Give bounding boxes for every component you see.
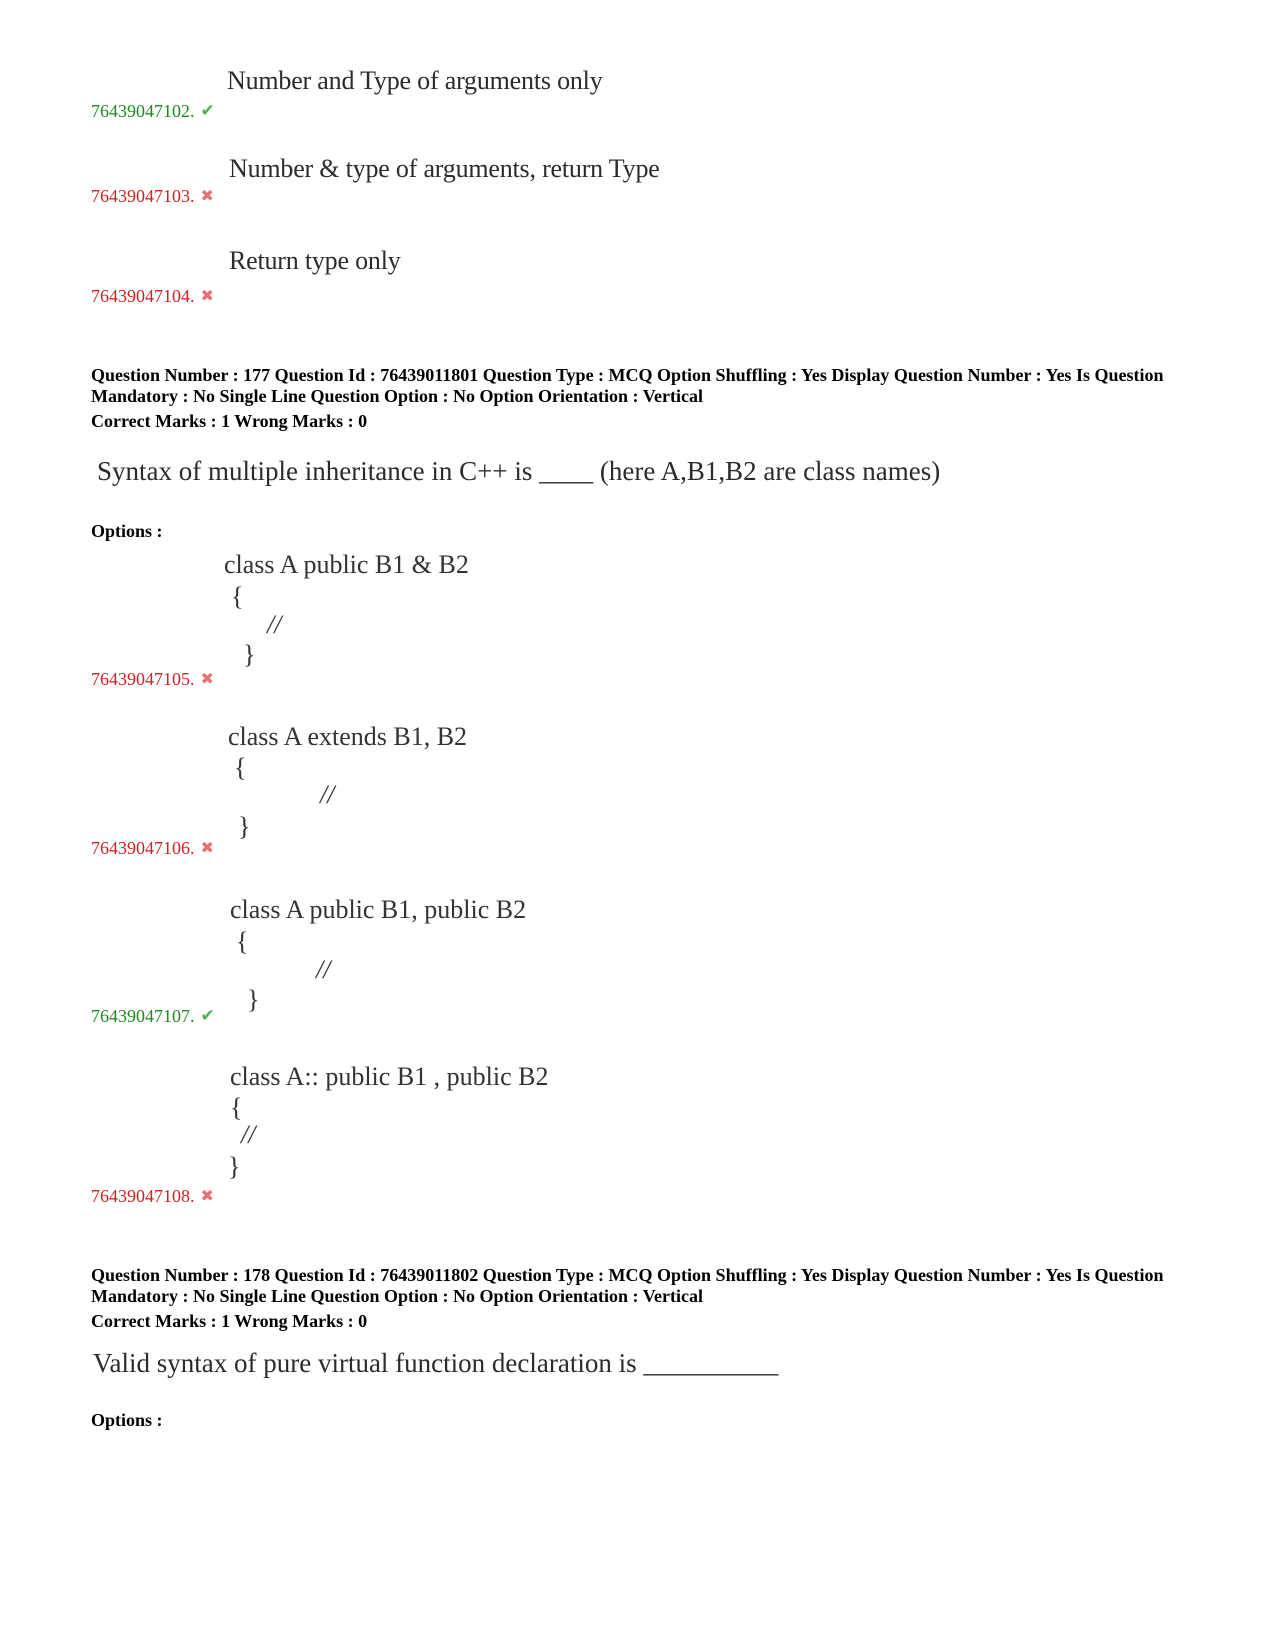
code-brace-close: } [228,1152,241,1181]
cross-icon: ✖ [200,840,214,857]
option-id: 76439047107. ✔ [91,1006,215,1026]
cross-icon: ✖ [200,188,214,205]
code-brace-close: } [243,640,256,669]
question-text: Syntax of multiple inheritance in C++ is ____ (here A,B1,B2 are class names) [97,456,941,486]
option-text: Number and Type of arguments only [227,66,603,95]
code-brace-close: } [247,985,260,1014]
code-comment: // [316,955,331,984]
question-text: Valid syntax of pure virtual function declaration is __________ [93,1348,779,1378]
question-marks: Correct Marks : 1 Wrong Marks : 0 [91,411,368,431]
question-meta: Question Number : 178 Question Id : 76439011802 Question Type : MCQ Option Shuffling : Yes Display Question Number : Yes Is Question Mandatory : No Single Line Question Option : No Option Orientation : Vertical [91,1265,1164,1306]
cross-icon: ✖ [200,1188,214,1205]
code-comment: // [320,780,335,809]
code-brace-open: { [236,927,249,956]
code-brace-open: { [230,1093,243,1122]
check-icon: ✔ [200,101,215,120]
code-line: class A:: public B1 , public B2 [230,1062,549,1091]
option-id: 76439047102. ✔ [91,101,215,121]
option-id: 76439047106. ✖ [91,838,214,858]
options-label: Options : [91,1410,163,1430]
option-id: 76439047108. ✖ [91,1186,214,1206]
option-id: 76439047105. ✖ [91,669,214,689]
cross-icon: ✖ [200,671,214,688]
option-text: Number & type of arguments, return Type [229,154,660,183]
code-comment: // [267,610,282,639]
code-brace-open: { [234,753,247,782]
code-line: class A extends B1, B2 [228,722,468,751]
code-brace-close: } [238,812,251,841]
question-meta: Question Number : 177 Question Id : 76439011801 Question Type : MCQ Option Shuffling : Yes Display Question Number : Yes Is Question Mandatory : No Single Line Question Option : No Option Orientation : Vertical [91,365,1164,406]
option-id: 76439047104. ✖ [91,286,214,306]
code-line: class A public B1 & B2 [224,550,469,579]
code-line: class A public B1, public B2 [230,895,527,924]
code-brace-open: { [231,582,244,611]
code-comment: // [241,1120,256,1149]
options-label: Options : [91,521,163,541]
option-text: Return type only [229,246,401,275]
question-marks: Correct Marks : 1 Wrong Marks : 0 [91,1311,368,1331]
check-icon: ✔ [200,1006,215,1025]
option-id: 76439047103. ✖ [91,186,214,206]
cross-icon: ✖ [200,288,214,305]
